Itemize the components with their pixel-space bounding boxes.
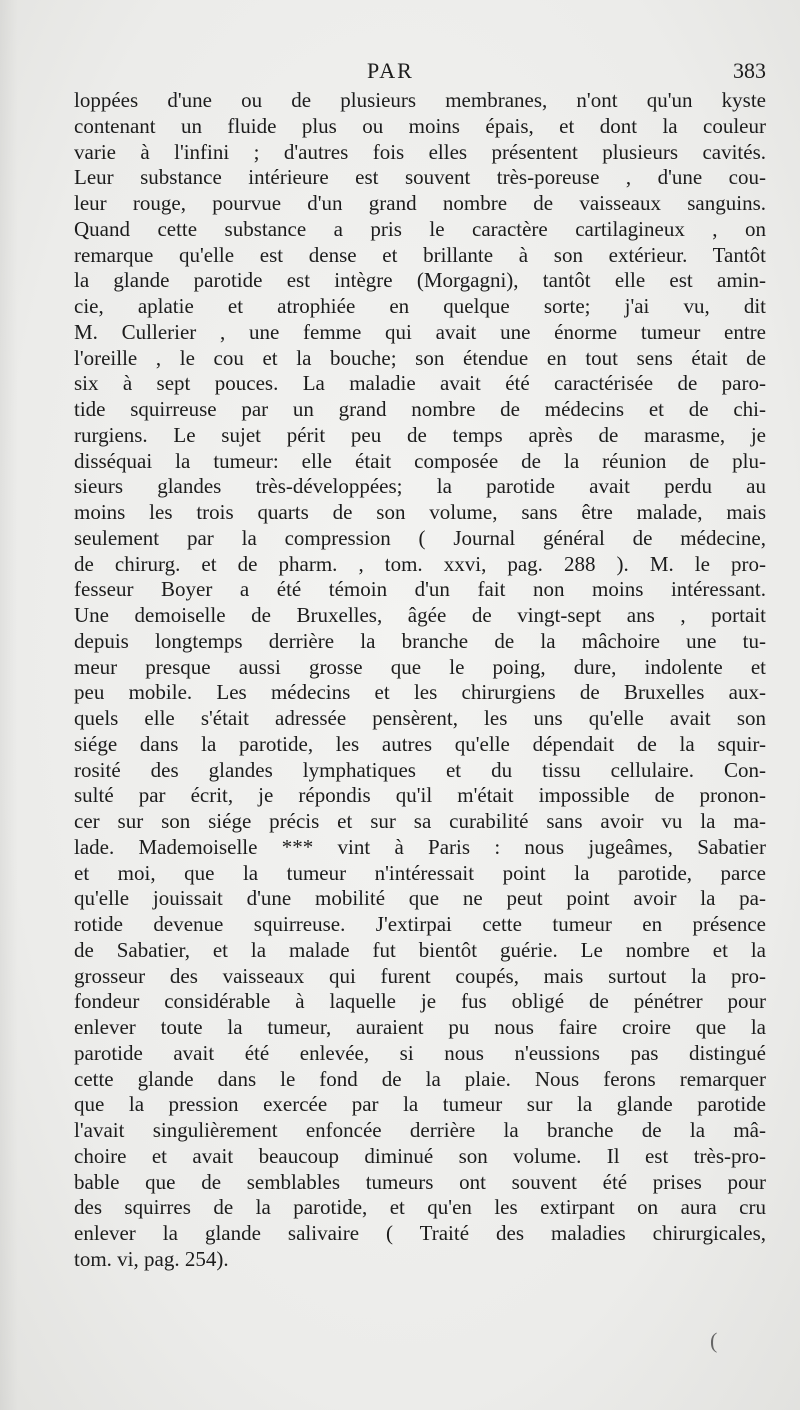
text-line: sieurs glandes très-développées; la parotide avait perdu au (74, 474, 766, 499)
page-fold-shadow (0, 0, 18, 1410)
text-line: lade. Mademoiselle *** vint à Paris : nous jugeâmes, Sabatier (74, 834, 766, 859)
text-line: M. Cullerier , une femme qui avait une énorme tumeur entre (74, 319, 766, 344)
text-line: enlever la glande salivaire ( Traité des maladies chirurgicales, (74, 1221, 766, 1245)
text-line: enlever toute la tumeur, auraient pu nous faire croire que la (74, 1015, 766, 1039)
text-line: la glande parotide est intègre (Morgagni), tantôt elle est amin- (74, 268, 766, 293)
text-line: que la pression exercée par la tumeur sur la glande parotide (74, 1092, 766, 1117)
text-line: fesseur Boyer a été témoin d'un fait non moins intéressant. (74, 577, 766, 602)
text-line: des squirres de la parotide, et qu'en les extirpant on aura cru (74, 1195, 766, 1220)
text-line: l'avait singulièrement enfoncée derrière la branche de la mâ- (74, 1118, 766, 1142)
text-line: l'oreille , le cou et la bouche; son étendue en tout sens était de (74, 345, 766, 370)
running-head (72, 52, 772, 84)
text-line: peu mobile. Les médecins et les chirurgiens de Bruxelles aux- (74, 680, 766, 705)
text-line: six à sept pouces. La maladie avait été caractérisée de paro- (74, 371, 766, 396)
text-line: cie, aplatie et atrophiée en quelque sorte; j'ai vu, dit (74, 294, 766, 318)
text-line: choire et avait beaucoup diminué son volume. Il est très-pro- (74, 1143, 766, 1168)
text-line: de chirurg. et de pharm. , tom. xxvi, pag. 288 ). M. le pro- (74, 551, 766, 576)
text-line: leur rouge, pourvue d'un grand nombre de vaisseaux sanguins. (74, 191, 766, 215)
text-line: Leur substance intérieure est souvent très-poreuse , d'une cou- (74, 165, 766, 190)
page-number: 383 (733, 58, 766, 83)
running-head-title: PAR (367, 58, 414, 83)
text-line: cer sur son siége précis et sur sa curabilité sans avoir vu la ma- (74, 809, 766, 833)
text-line: tide squirreuse par un grand nombre de médecins et de chi- (74, 397, 766, 421)
text-line: de Sabatier, et la malade fut bientôt guérie. Le nombre et la (74, 937, 766, 962)
text-line: bable que de semblables tumeurs ont souvent été prises pour (74, 1169, 766, 1194)
text-line: Une demoiselle de Bruxelles, âgée de vingt-sept ans , portait (74, 603, 766, 627)
text-line: Quand cette substance a pris le caractère cartilagineux , on (74, 216, 766, 241)
text-line: seulement par la compression ( Journal général de médecine, (74, 525, 766, 550)
text-line: moins les trois quarts de son volume, sans être malade, mais (74, 500, 766, 524)
text-line: et moi, que la tumeur n'intéressait point la parotide, parce (74, 860, 766, 885)
text-line: contenant un fluide plus ou moins épais, et dont la couleur (74, 113, 766, 138)
text-line: depuis longtemps derrière la branche de la mâchoire une tu- (74, 628, 766, 653)
text-line: rurgiens. Le sujet périt peu de temps après de marasme, je (74, 422, 766, 447)
margin-mark: ( (710, 1328, 718, 1353)
text-line: rotide devenue squirreuse. J'extirpai cette tumeur en présence (74, 912, 766, 936)
text-line: siége dans la parotide, les autres qu'elle dépendait de la squir- (74, 731, 766, 756)
text-line: quels elle s'était adressée pensèrent, les uns qu'elle avait son (74, 706, 766, 730)
text-line: rosité des glandes lymphatiques et du tissu cellulaire. Con- (74, 757, 766, 782)
text-line: sulté par écrit, je répondis qu'il m'était impossible de pronon- (74, 783, 766, 808)
text-line: varie à l'infini ; d'autres fois elles présentent plusieurs cavités. (74, 139, 766, 164)
text-line: disséquai la tumeur: elle était composée de la réunion de plu- (74, 448, 766, 473)
text-line: loppées d'une ou de plusieurs membranes, n'ont qu'un kyste (74, 88, 766, 112)
text-line: cette glande dans le fond de la plaie. Nous ferons remarquer (74, 1066, 766, 1091)
text-line: parotide avait été enlevée, si nous n'eussions pas distingué (74, 1040, 766, 1065)
text-line: grosseur des vaisseaux qui furent coupés, mais surtout la pro- (74, 963, 766, 988)
text-line: remarque qu'elle est dense et brillante à son extérieur. Tantôt (74, 242, 766, 267)
text-line: qu'elle jouissait d'une mobilité que ne peut point avoir la pa- (74, 886, 766, 911)
text-line: fondeur considérable à laquelle je fus obligé de pénétrer pour (74, 989, 766, 1014)
text-line: tom. vi, pag. 254). (74, 1246, 229, 1271)
body-text (74, 88, 766, 1273)
text-line: meur presque aussi grosse que le poing, dure, indolente et (74, 654, 766, 679)
